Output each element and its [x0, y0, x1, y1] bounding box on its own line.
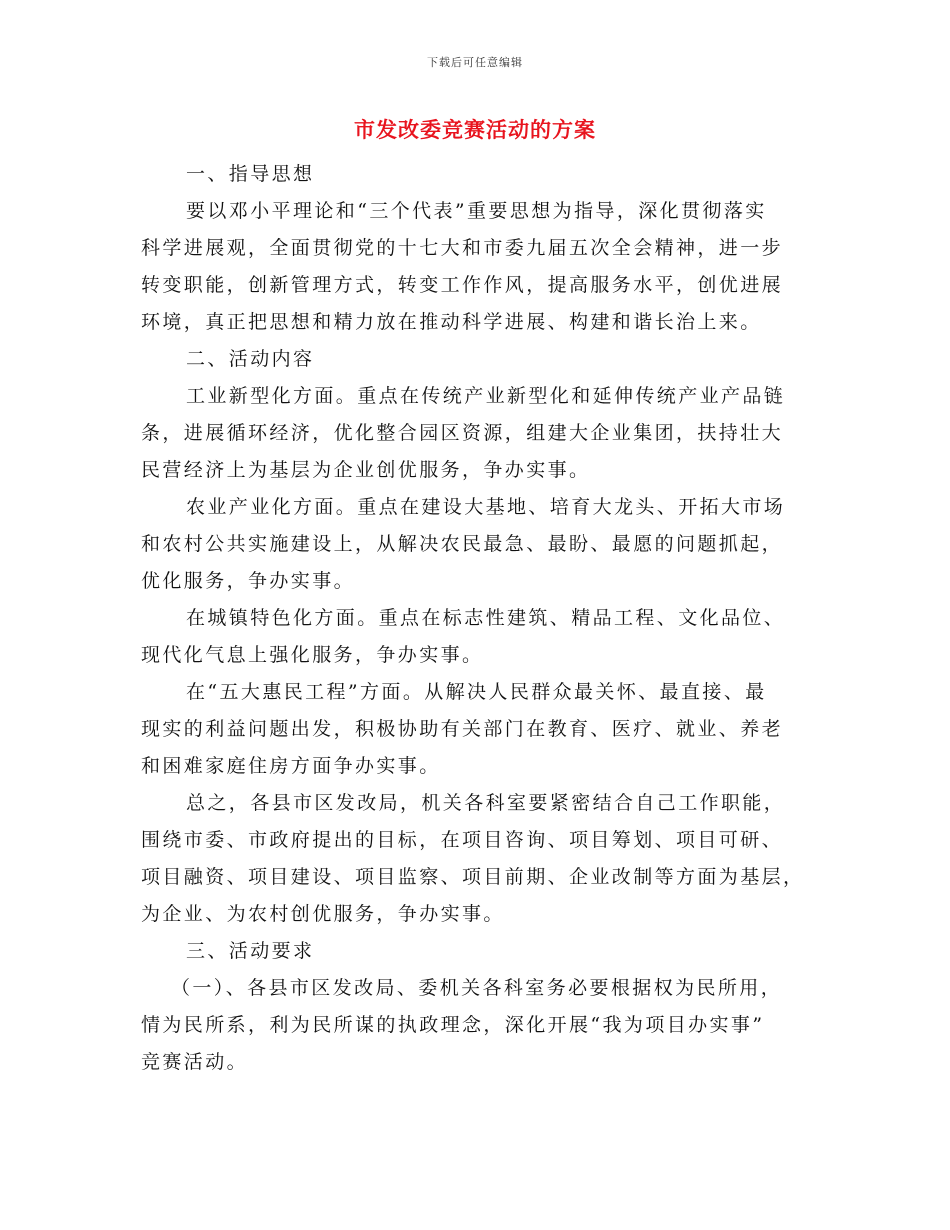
- text-line: 在“五大惠民工程”方面。从解决人民群众最关怀、最直接、最: [186, 681, 767, 703]
- paragraph-agriculture: [141, 489, 805, 600]
- text-line: 现代化气息上强化服务，争办实事。: [141, 644, 484, 666]
- document-body: [141, 156, 805, 1081]
- text-line: 一、指导思想: [186, 163, 315, 185]
- text-line: 和困难家庭住房方面争办实事。: [141, 755, 441, 777]
- text-line: 转变职能，创新管理方式，转变工作作风，提高服务水平，创优进展: [141, 274, 784, 296]
- paragraph-urban: [141, 600, 805, 674]
- header-note: 下载后可任意编辑: [427, 56, 523, 69]
- section-heading-activity-requirements: [141, 933, 805, 970]
- text-line: 工业新型化方面。重点在传统产业新型化和延伸传统产业产品链: [186, 385, 786, 407]
- text-line: 在城镇特色化方面。重点在标志性建筑、精品工程、文化品位、: [186, 607, 786, 629]
- paragraph-summary: [141, 785, 805, 933]
- document-title: 市发改委竞赛活动的方案: [354, 117, 596, 142]
- paragraph-guiding-ideology: [141, 193, 805, 341]
- text-line: 总之，各县市区发改局，机关各科室要紧密结合自己工作职能，: [186, 792, 786, 814]
- paragraph-requirement-one: [141, 970, 805, 1081]
- text-line: 条，进展循环经济，优化整合园区资源，组建大企业集团，扶持壮大: [141, 422, 784, 444]
- text-line: 要以邓小平理论和“三个代表”重要思想为指导，深化贯彻落实: [186, 200, 767, 222]
- text-line: 项目融资、项目建设、项目监察、项目前期、企业改制等方面为基层，: [141, 866, 805, 888]
- section-heading-guiding-ideology: [141, 156, 805, 193]
- text-line: 农业产业化方面。重点在建设大基地、培育大龙头、开拓大市场: [186, 496, 786, 518]
- text-line: 竞赛活动。: [141, 1051, 249, 1073]
- text-line: （一）、各县市区发改局、委机关各科室务必要根据权为民所用，: [171, 977, 783, 999]
- text-line: 二、活动内容: [186, 348, 315, 370]
- text-line: 环境，真正把思想和精力放在推动科学进展、构建和谐长治上来。: [141, 311, 762, 333]
- paragraph-industry: [141, 378, 805, 489]
- text-line: 科学进展观，全面贯彻党的十七大和市委九届五次全会精神，进一步: [141, 237, 784, 259]
- section-heading-activity-content: [141, 341, 805, 378]
- text-line: 三、活动要求: [186, 940, 315, 962]
- text-line: 优化服务，争办实事。: [141, 570, 356, 592]
- text-line: 围绕市委、市政府提出的目标，在项目咨询、项目筹划、项目可研、: [141, 829, 784, 851]
- text-line: 和农村公共实施建设上，从解决农民最急、最盼、最愿的问题抓起，: [141, 533, 784, 555]
- text-line: 为企业、为农村创优服务，争办实事。: [141, 903, 505, 925]
- text-line: 情为民所系，利为民所谋的执政理念，深化开展“我为项目办实事”: [141, 1014, 765, 1036]
- text-line: 民营经济上为基层为企业创优服务，争办实事。: [141, 459, 591, 481]
- paragraph-five-projects: [141, 674, 805, 785]
- text-line: 现实的利益问题出发，积极协助有关部门在教育、医疗、就业、养老: [141, 718, 784, 740]
